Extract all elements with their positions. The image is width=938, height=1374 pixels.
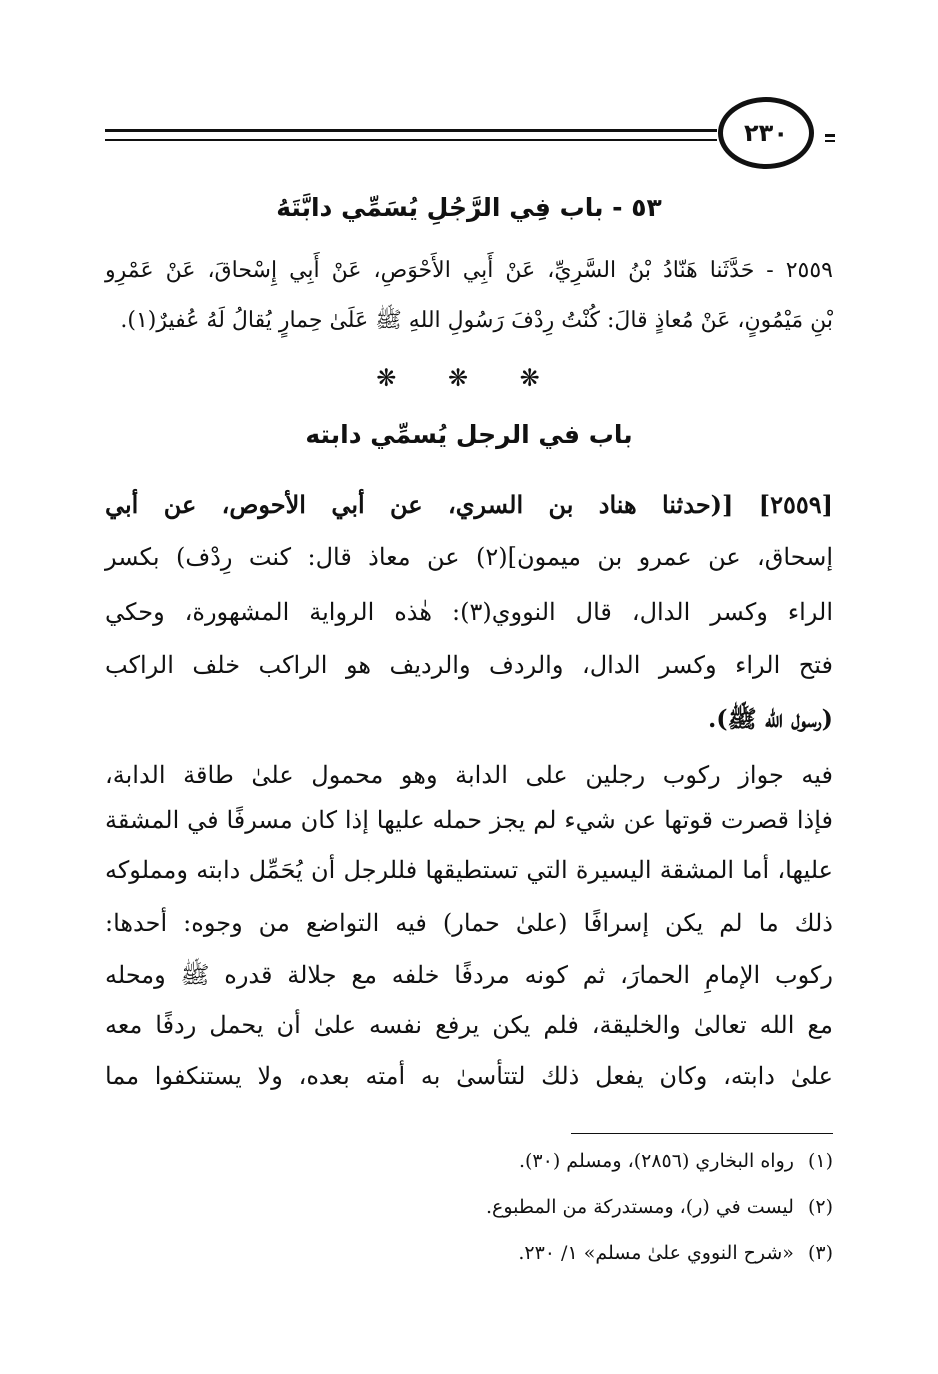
commentary-line: [٢٥٥٩] [(حدثنا هناد بن السري، عن أبي الأحوص، عن أبي	[105, 490, 833, 519]
commentary-line: ركوب الإمامِ الحمارَ، ثم كونه مردفًا خلفه مع جلالة قدره ﷺ ومحله	[105, 961, 833, 989]
commentary-line: إسحاق، عن عمرو بن ميمون](٢) عن معاذ قال: كنت رِدْف) بكسر	[105, 543, 833, 571]
commentary-line: مع الله تعالىٰ والخليقة، فلم يكن يرفع نفسه علىٰ أن يحمل ردفًا معه	[105, 1011, 833, 1039]
commentary-title: باب في الرجل يُسمِّي دابته	[305, 420, 633, 449]
footnote-number: (١)	[807, 1150, 833, 1172]
footnote-text: رواه البخاري (٢٨٥٦)، ومسلم (٣٠).	[518, 1150, 794, 1172]
header-rule	[825, 134, 835, 137]
hadith-line: بْنِ مَيْمُونٍ، عَنْ مُعاذٍ قالَ: كُنْتُ رِدْفَ رَسُولِ اللهِ ﷺ عَلَىٰ حِمارٍ يُقالُ لَهُ عُفيرٌ(١).	[120, 308, 833, 333]
header-rule	[825, 140, 835, 142]
commentary-line: الراء وكسر الدال، قال النووي(٣): هٰذه الرواية المشهورة، وحكي	[105, 598, 833, 626]
footnote-text: «شرح النووي علىٰ مسلم» ١/ ٢٣٠.	[518, 1242, 794, 1264]
commentary-line: فتح الراء وكسر الدال، والردف والرديف هو الراكب خلف الراكب	[105, 651, 833, 679]
footnote-text: ليست في (ر)، ومستدركة من المطبوع.	[485, 1196, 794, 1218]
commentary-line: فيه جواز ركوب رجلين على الدابة وهو محمول علىٰ طاقة الدابة،	[105, 761, 833, 789]
commentary-line: (رسول الله ﷺ).	[707, 704, 833, 733]
commentary-line: عليها، أما المشقة اليسيرة التي تستطيقها فللرجل أن يُحَمِّل دابته ومملوكه	[105, 856, 833, 884]
footnote	[519, 1150, 833, 1172]
footnote-number: (٢)	[807, 1196, 833, 1218]
header-rule	[105, 129, 717, 132]
footnote-number: (٣)	[807, 1242, 833, 1264]
header-rule	[105, 139, 717, 141]
hadith-line: ٢٥٥٩ - حَدَّثَنا هَنّادُ بْنُ السَّرِيِّ، عَنْ أَبِي الأَحْوَصِ، عَنْ أَبِي إِسْحاقَ، عَنْ عَمْرِو	[105, 258, 833, 283]
footnote	[486, 1196, 833, 1218]
separator-stars: ❋ ❋ ❋	[376, 364, 562, 392]
page-number: ٢٣٠	[718, 97, 814, 169]
footnote	[518, 1242, 833, 1264]
commentary-line: فإذا قصرت قوتها عن شيء لم يجز حمله عليها إذا كان مسرفًا في المشقة	[105, 806, 833, 834]
footnote-divider	[571, 1133, 833, 1134]
commentary-line: علىٰ دابته، وكان يفعل ذلك لتتأسىٰ به أمته بعده، ولا يستنكفوا مما	[105, 1062, 833, 1090]
commentary-line: ذلك ما لم يكن إسرافًا (علىٰ حمار) فيه التواضع من وجوه: أحدها:	[105, 909, 833, 937]
chapter-title: ٥٣ - باب فِي الرَّجُلِ يُسَمِّي دابَّتَهُ	[276, 193, 662, 222]
